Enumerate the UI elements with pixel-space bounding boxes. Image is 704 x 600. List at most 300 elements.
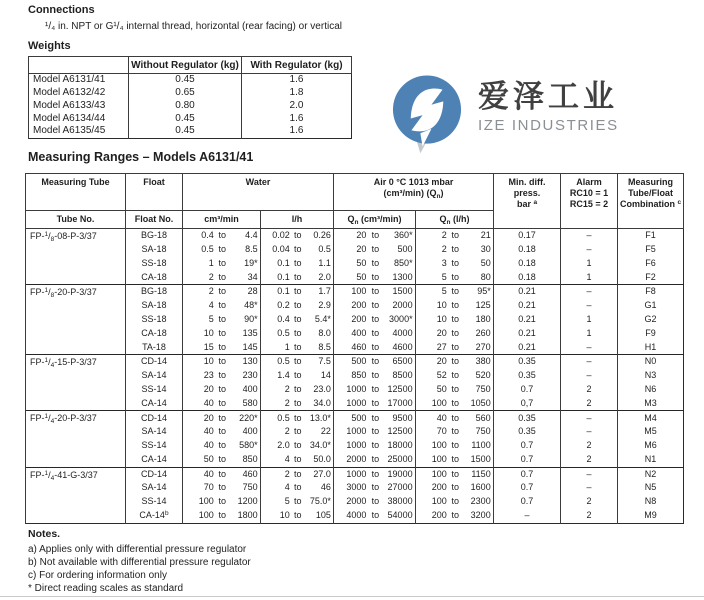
range-cell [183,509,261,524]
range-to-word: to [218,510,227,521]
range-high: 3000* [389,313,413,324]
range-low: 2000 [346,496,367,507]
note-line: * Direct reading scales as standard [28,583,184,594]
combination-cell: H1 [618,340,684,354]
combination-cell: M5 [618,425,684,439]
range-low: 100 [431,468,447,479]
model-cell: Model A6131/41 [29,74,129,87]
range-low: 400 [351,327,367,338]
header-tube-no: Tube No. [26,211,126,229]
range-to-word: to [451,230,460,241]
range-cell [334,397,416,411]
range-high: 270 [475,341,491,352]
float-no-cell: SA-14 [126,481,183,495]
min-diff-press-cell: 0.18 [494,270,561,284]
min-diff-press-cell: 0.35 [494,411,561,425]
header-line: RC10 = 1 [569,188,609,198]
range-high: 105 [315,510,331,521]
range-cell [183,340,261,354]
range-to-word: to [218,300,227,311]
float-no-cell: CA-14 [126,397,183,411]
range-high: 400 [242,383,258,394]
range-high: 850* [394,257,413,268]
range-cell [183,299,261,313]
range-to-word: to [293,286,302,297]
range-to-word: to [293,243,302,254]
weights-header-cell: Without Regulator (kg) [129,57,242,74]
range-high: 46 [320,482,331,493]
combination-cell: N2 [618,467,684,481]
range-to-word: to [451,313,460,324]
range-high: 21 [480,230,491,241]
range-cell [416,229,494,243]
header-water: Water [183,174,334,211]
range-high: 95* [477,286,491,297]
range-high: 1.7 [318,286,331,297]
range-high: 13.0* [309,412,331,423]
range-cell [183,327,261,341]
logo-english-name: IZE INDUSTRIES [478,117,619,134]
combination-cell: M3 [618,397,684,411]
range-low: 3 [441,257,447,268]
range-low: 40 [203,440,214,451]
float-no-cell: SA-18 [126,299,183,313]
range-high: 50.0 [313,453,331,464]
float-no-cell: SS-18 [126,257,183,271]
tube-no-cell: $FP-^1/_4-41-G-3/37$ [26,467,126,524]
range-cell [183,439,261,453]
range-cell [416,285,494,299]
range-to-word: to [293,271,302,282]
range-to-word: to [293,257,302,268]
combination-cell: N0 [618,355,684,369]
range-low: 1000 [346,440,367,451]
notes-list [28,543,251,595]
range-high: 1050 [470,397,491,408]
range-cell [261,285,334,299]
combination-cell: F5 [618,243,684,257]
range-low: 200 [351,313,367,324]
range-high: 380 [475,356,491,367]
range-to-word: to [218,286,227,297]
range-low: 0.4 [201,230,214,241]
range-to-word: to [293,397,302,408]
header-qn-cm3min: $Q_n$ (cm³/min) [334,211,416,229]
range-high: 3200 [470,510,491,521]
connections-heading: Connections [28,4,95,16]
range-to-word: to [293,510,302,521]
range-cell [334,270,416,284]
min-diff-press-cell: 0.7 [494,453,561,467]
range-low: 10 [436,313,447,324]
range-low: 100 [431,440,447,451]
combination-cell: M6 [618,439,684,453]
range-low: 2 [208,271,214,282]
range-low: 100 [351,286,367,297]
range-high: 1150 [471,468,491,479]
range-low: 2000 [346,453,367,464]
float-no-cell: CA-14$^b$ [126,509,183,524]
range-cell [261,369,334,383]
tube-no-cell: $FP-^1/_8-20-P-3/37$ [26,285,126,355]
note-line: b) Not available with differential pressure regulator [28,557,251,568]
range-cell [183,383,261,397]
min-diff-press-cell: 0.7 [494,383,561,397]
range-low: 1000 [346,426,367,437]
alarm-cell: – [561,285,618,299]
range-high: 30 [480,243,491,254]
subscript-marker: 4 [50,418,55,426]
range-low: 50 [356,257,367,268]
range-to-word: to [293,426,302,437]
range-to-word: to [218,383,227,394]
range-cell [416,467,494,481]
range-high: 12500 [387,426,413,437]
range-low: 40 [203,426,214,437]
float-no-cell: SA-14 [126,425,183,439]
range-low: 20 [203,383,214,394]
range-high: 2000 [392,300,413,311]
header-water-lh: l/h [261,211,334,229]
range-cell [261,270,334,284]
range-to-word: to [218,243,227,254]
range-to-word: to [371,313,380,324]
range-low: 50 [436,383,447,394]
range-high: 34.0* [309,440,331,451]
range-low: 15 [203,341,214,352]
range-to-word: to [451,412,460,423]
header-water-cm3min: cm³/min [183,211,261,229]
combination-cell: G2 [618,313,684,327]
range-low: 100 [198,510,214,521]
connections-body: ¹/₄ in. NPT or G¹/₄ internal thread, horizontal (rear facing) or vertical [45,21,342,32]
range-to-word: to [451,327,460,338]
range-to-word: to [293,370,302,381]
measuring-ranges-heading: Measuring Ranges – Models A6131/41 [28,150,254,164]
range-cell [261,299,334,313]
range-high: 360* [394,230,413,241]
header-combination [618,174,684,229]
range-cell [334,439,416,453]
range-cell [183,411,261,425]
range-to-word: to [451,397,460,408]
measuring-header-row-1 [26,174,684,211]
range-low: 500 [351,356,367,367]
superscript-marker: b [164,509,169,517]
header-float: Float [126,174,183,211]
range-cell [334,453,416,467]
min-diff-press-cell: 0.7 [494,467,561,481]
range-low: 4000 [346,510,367,521]
range-to-word: to [218,327,227,338]
range-high: 80 [480,271,491,282]
range-low: 2.0 [277,440,290,451]
range-low: 5 [208,313,214,324]
range-low: 27 [436,341,447,352]
range-cell [416,411,494,425]
header-line: bar $^a$ [516,199,538,209]
alarm-cell: – [561,355,618,369]
with-regulator-cell: 1.6 [242,74,352,87]
range-high: 180 [475,313,491,324]
float-no-cell: CA-18 [126,270,183,284]
range-to-word: to [371,397,380,408]
alarm-cell: – [561,340,618,354]
range-to-word: to [218,496,227,507]
range-low: 10 [279,510,290,521]
range-cell [334,411,416,425]
range-to-word: to [451,482,460,493]
range-to-word: to [371,341,380,352]
range-cell [334,467,416,481]
range-low: 0.02 [272,230,290,241]
range-to-word: to [293,356,302,367]
min-diff-press-cell: 0.21 [494,313,561,327]
range-high: 500 [397,243,413,254]
measuring-row [26,229,684,243]
without-regulator-cell: 0.65 [129,87,242,100]
range-to-word: to [371,412,380,423]
range-high: 8.5 [318,341,331,352]
subscript-marker: n [436,193,441,200]
min-diff-press-cell: 0.18 [494,243,561,257]
float-no-cell: CA-18 [126,327,183,341]
without-regulator-cell: 0.45 [129,125,242,138]
range-high: 750 [475,426,491,437]
range-low: 5 [441,271,447,282]
range-cell [416,257,494,271]
superscript-marker: 1 [44,413,49,421]
range-high: 130 [242,356,258,367]
range-cell [183,285,261,299]
range-high: 750 [242,482,258,493]
range-cell [334,369,416,383]
range-cell [416,425,494,439]
range-cell [261,467,334,481]
header-line: Measuring [628,177,674,187]
float-no-cell: SS-14 [126,439,183,453]
range-cell [334,243,416,257]
float-no-cell: BG-18 [126,229,183,243]
range-to-word: to [293,383,302,394]
range-to-word: to [218,468,227,479]
weights-header-cell: With Regulator (kg) [242,57,352,74]
range-high: 850 [242,453,258,464]
logo-text [478,74,619,134]
range-cell [334,313,416,327]
combination-cell: N5 [618,481,684,495]
range-low: 10 [203,327,214,338]
range-cell [183,453,261,467]
combination-cell: F9 [618,327,684,341]
range-to-word: to [218,271,227,282]
range-low: 2 [208,286,214,297]
range-high: 27.0 [313,468,331,479]
range-high: 135 [242,327,258,338]
range-cell [416,243,494,257]
measuring-ranges-section [25,150,683,524]
alarm-cell: 2 [561,509,618,524]
range-low: 0.2 [277,300,290,311]
range-high: 27000 [387,482,413,493]
range-low: 0.4 [277,313,290,324]
range-cell [261,425,334,439]
range-to-word: to [451,468,460,479]
float-no-cell: CD-14 [126,411,183,425]
range-low: 100 [198,496,214,507]
range-low: 10 [203,356,214,367]
range-low: 1 [208,257,214,268]
min-diff-press-cell: 0.21 [494,327,561,341]
model-cell: Model A6133/43 [29,100,129,113]
range-low: 4 [208,300,214,311]
weights-thead [29,57,352,74]
range-to-word: to [451,440,460,451]
range-cell [183,467,261,481]
header-line: Tube/Float [628,188,673,198]
range-cell [416,453,494,467]
alarm-cell: 1 [561,270,618,284]
float-no-cell: SS-14 [126,495,183,509]
superscript-marker: 1 [44,231,49,238]
range-to-word: to [451,510,460,521]
weights-row [29,74,352,87]
measuring-row [26,411,684,425]
alarm-cell: 2 [561,495,618,509]
weights-header-empty [29,57,129,74]
range-to-word: to [371,383,380,394]
subscript-marker: n [354,219,359,226]
range-cell [334,495,416,509]
range-cell [183,313,261,327]
range-cell [261,340,334,354]
range-high: 8500 [392,370,413,381]
range-low: 5 [441,286,447,297]
range-low: 20 [356,230,367,241]
range-cell [261,313,334,327]
range-low: 2 [441,243,447,254]
range-to-word: to [371,271,380,282]
range-low: 0.1 [277,257,290,268]
range-to-word: to [293,327,302,338]
with-regulator-cell: 2.0 [242,100,352,113]
header-alarm [561,174,618,229]
float-no-cell: CD-14 [126,467,183,481]
range-cell [334,355,416,369]
float-no-cell: SA-14 [126,369,183,383]
range-high: 230 [242,370,258,381]
alarm-cell: 2 [561,383,618,397]
range-cell [334,481,416,495]
float-no-cell: BG-18 [126,285,183,299]
header-line: Alarm [576,177,602,187]
range-low: 1 [284,341,290,352]
range-low: 20 [436,327,447,338]
range-high: 1500 [392,286,413,297]
range-cell [183,257,261,271]
without-regulator-cell: 0.45 [129,74,242,87]
range-cell [416,481,494,495]
range-to-word: to [218,341,227,352]
range-to-word: to [371,300,380,311]
range-cell [416,299,494,313]
range-to-word: to [218,397,227,408]
range-cell [334,383,416,397]
notes-heading: Notes. [28,528,61,540]
range-high: 54000 [387,510,413,521]
range-low: 70 [203,482,214,493]
range-to-word: to [371,286,380,297]
range-low: 10 [436,300,447,311]
range-cell [183,495,261,509]
range-low: 850 [351,370,367,381]
range-high: 0.5 [318,243,331,254]
alarm-cell: – [561,467,618,481]
range-high: 2300 [470,496,491,507]
range-to-word: to [293,468,302,479]
range-high: 50 [480,257,491,268]
range-cell [416,340,494,354]
range-low: 40 [203,397,214,408]
range-low: 5 [284,496,290,507]
min-diff-press-cell: 0.7 [494,439,561,453]
range-low: 2 [284,468,290,479]
range-to-word: to [451,341,460,352]
combination-cell: N3 [618,369,684,383]
range-high: 260 [475,327,491,338]
alarm-cell: – [561,243,618,257]
superscript-marker: c [677,199,682,206]
range-low: 0.1 [277,286,290,297]
header-line: Min. diff. [508,177,546,187]
range-low: 3000 [346,482,367,493]
range-cell [261,509,334,524]
range-high: 34 [247,271,258,282]
range-cell [334,257,416,271]
range-cell [183,369,261,383]
range-high: 520 [475,370,491,381]
range-high: 580 [242,397,258,408]
header-measuring-tube: Measuring Tube [26,174,126,211]
range-to-word: to [293,300,302,311]
range-to-word: to [371,243,380,254]
measuring-row [26,467,684,481]
range-high: 400 [242,426,258,437]
superscript-marker: 1 [44,357,49,365]
range-cell [416,369,494,383]
alarm-cell: 1 [561,313,618,327]
measuring-row [26,355,684,369]
tube-no-cell: $FP-^1/_4-20-P-3/37$ [26,411,126,467]
measuring-ranges-table [25,173,684,524]
range-high: 1200 [237,496,258,507]
header-air [334,174,494,211]
range-high: 1800 [237,510,258,521]
range-to-word: to [293,341,302,352]
range-to-word: to [218,426,227,437]
range-cell [261,453,334,467]
range-high: 1.1 [318,257,331,268]
range-high: 2.0 [318,271,331,282]
range-low: 20 [356,243,367,254]
weights-tbody [29,74,352,139]
range-cell [261,481,334,495]
alarm-cell: 1 [561,327,618,341]
range-to-word: to [371,496,380,507]
alarm-cell: 2 [561,397,618,411]
range-low: 50 [203,453,214,464]
range-low: 2 [284,426,290,437]
